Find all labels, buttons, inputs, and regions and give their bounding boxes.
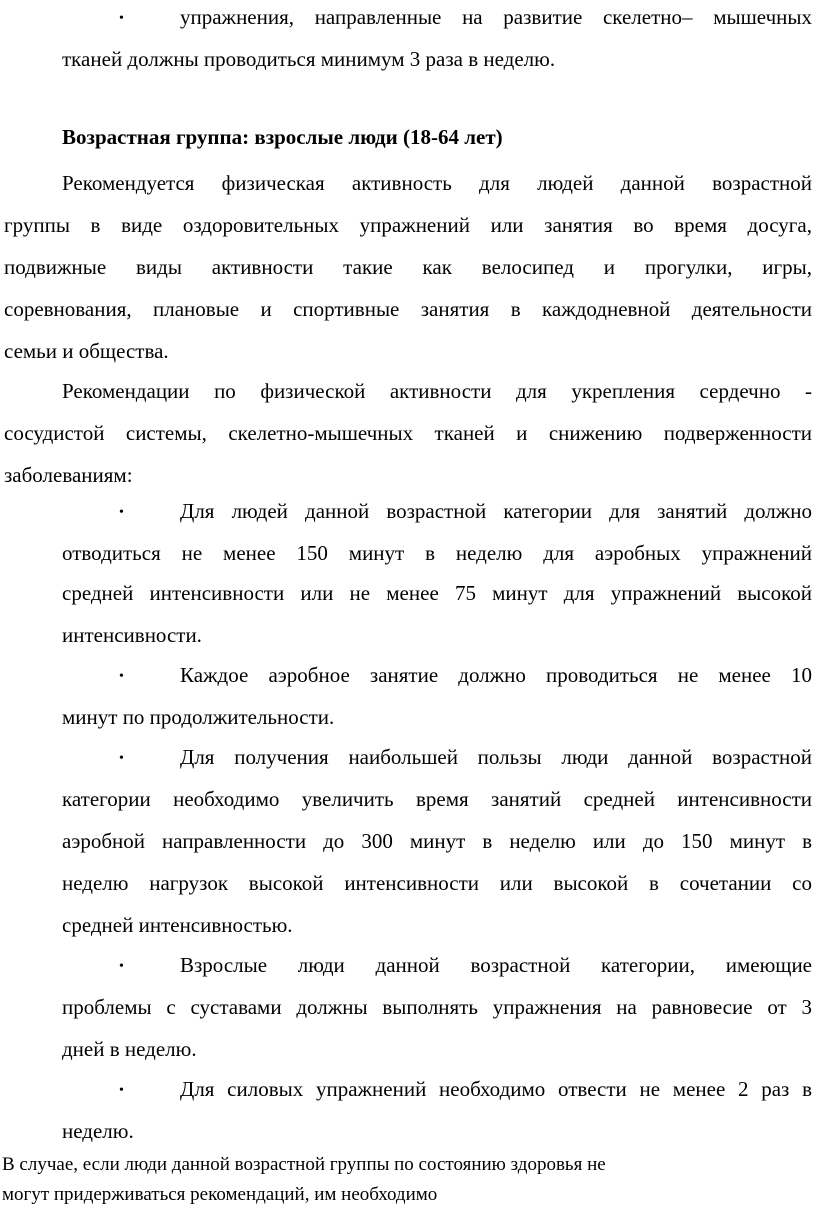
paragraph-line: Рекомендуется физическая активность для людей данной возрастной <box>62 171 812 195</box>
bullet-text-line: средней интенсивности или не менее 75 минут для упражнений высокой <box>62 581 812 605</box>
bullet-text-line: дней в неделю. <box>62 1037 197 1061</box>
paragraph-line: заболеваниям: <box>4 463 133 487</box>
paragraph-line: семьи и общества. <box>4 339 169 363</box>
bullet-text-line: Взрослые люди данной возрастной категории, имеющие <box>180 953 812 977</box>
paragraph-line: сосудистой системы, скелетно-мышечных тканей и снижению подверженности <box>4 421 812 445</box>
bullet-text-line: проблемы с суставами должны выполнять упражнения на равновесие от 3 <box>62 995 812 1019</box>
bullet-text-line: Каждое аэробное занятие должно проводиться не менее 10 <box>180 663 812 687</box>
bullet-icon: • <box>119 669 124 684</box>
bullet-icon: • <box>119 1083 124 1098</box>
bullet-icon: • <box>119 505 124 520</box>
bullet-text-line: категории необходимо увеличить время занятий средней интенсивности <box>62 787 812 811</box>
bullet-text-line: тканей должны проводиться минимум 3 раза в неделю. <box>62 47 556 71</box>
closing-paragraph-line: В случае, если люди данной возрастной группы по состоянию здоровья не <box>2 1154 606 1175</box>
paragraph-line: группы в виде оздоровительных упражнений или занятия во время досуга, <box>4 213 812 237</box>
bullet-icon: • <box>119 11 124 26</box>
bullet-text-line: минут по продолжительности. <box>62 705 335 729</box>
bullet-text-line: неделю нагрузок высокой интенсивности или высокой в сочетании со <box>62 871 812 895</box>
section-heading: Возрастная группа: взрослые люди (18-64 лет) <box>62 125 503 149</box>
bullet-text-line: упражнения, направленные на развитие скелетно– мышечных <box>180 5 812 29</box>
bullet-text-line: отводиться не менее 150 минут в неделю для аэробных упражнений <box>62 541 812 565</box>
closing-paragraph-line: могут придерживаться рекомендаций, им необходимо <box>2 1184 438 1205</box>
bullet-text-line: Для людей данной возрастной категории для занятий должно <box>180 499 812 523</box>
paragraph-line: подвижные виды активности такие как велосипед и прогулки, игры, <box>4 255 812 279</box>
paragraph-line: Рекомендации по физической активности для укрепления сердечно - <box>62 379 812 403</box>
bullet-icon: • <box>119 959 124 974</box>
bullet-icon: • <box>119 751 124 766</box>
paragraph-line: соревнования, плановые и спортивные занятия в каждодневной деятельности <box>4 297 812 321</box>
bullet-text-line: Для получения наибольшей пользы люди данной возрастной <box>180 745 812 769</box>
bullet-text-line: интенсивности. <box>62 623 202 647</box>
bullet-text-line: неделю. <box>62 1119 134 1143</box>
bullet-text-line: аэробной направленности до 300 минут в неделю или до 150 минут в <box>62 829 812 853</box>
bullet-text-line: Для силовых упражнений необходимо отвести не менее 2 раз в <box>180 1077 812 1101</box>
bullet-text-line: средней интенсивностью. <box>62 913 293 937</box>
